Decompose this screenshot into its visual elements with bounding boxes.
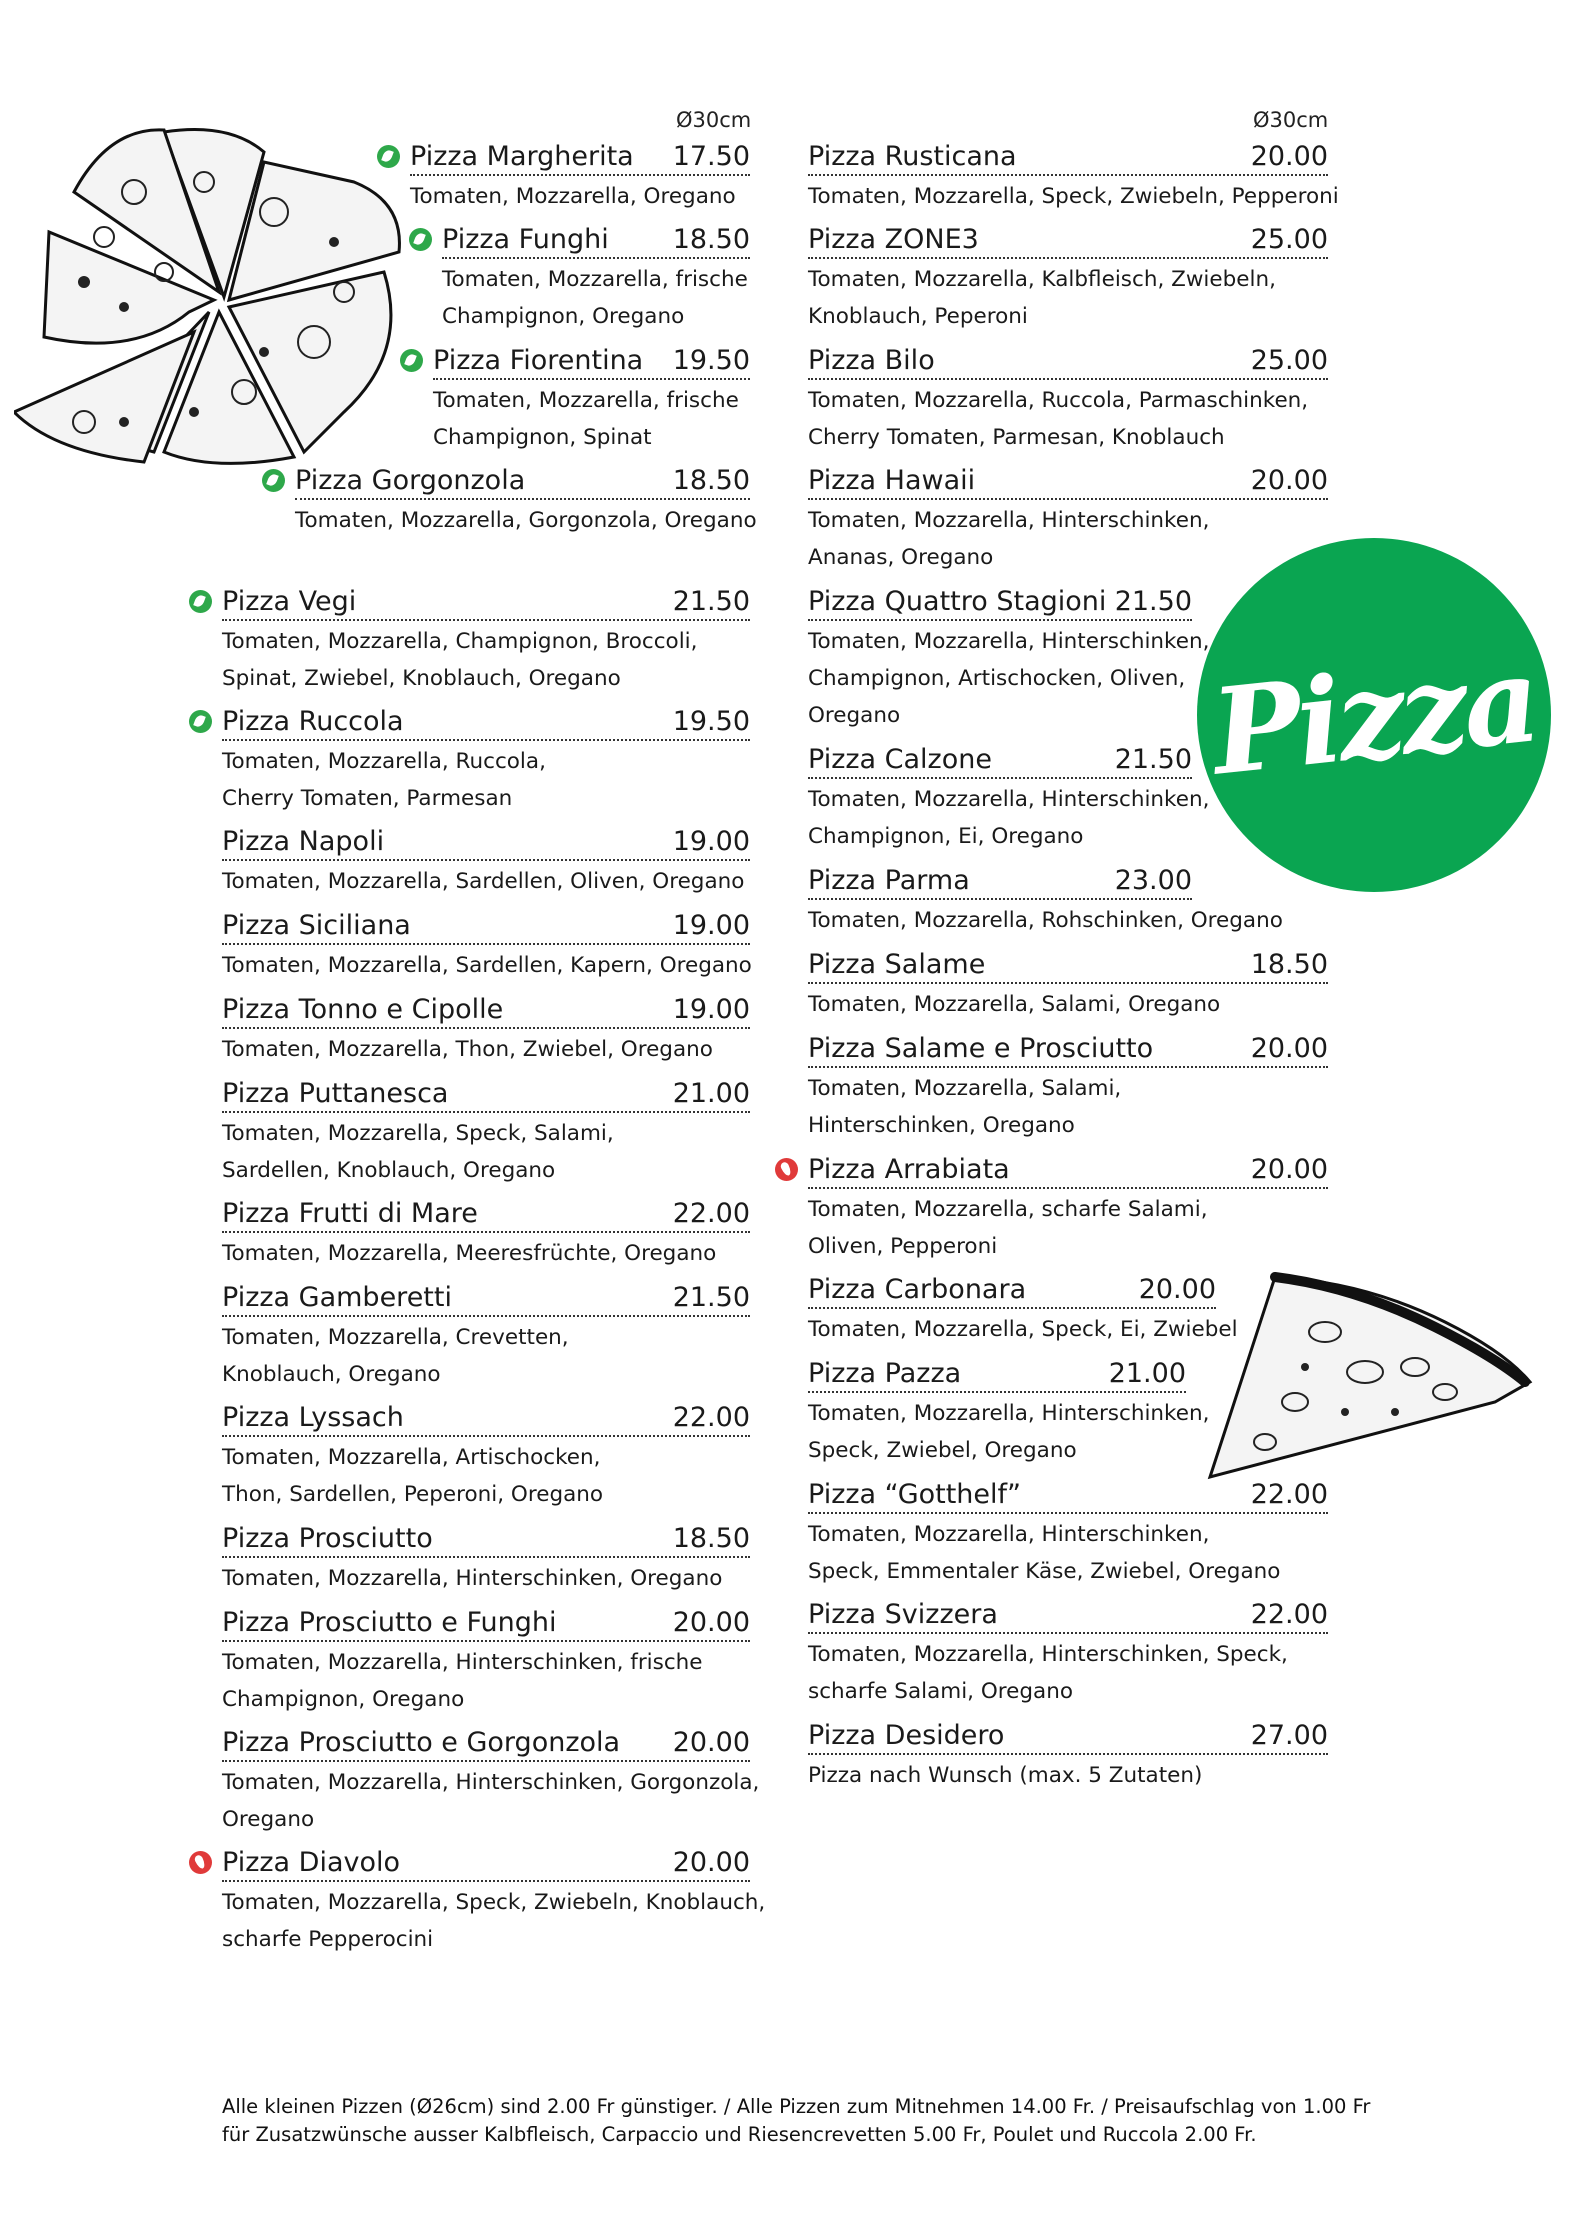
menu-item-name: Pizza Calzone xyxy=(808,744,992,775)
vegetarian-leaf-icon xyxy=(189,710,212,733)
menu-item-price: 18.50 xyxy=(1250,949,1328,980)
menu-item-heading xyxy=(808,1030,1328,1068)
menu-item-heading xyxy=(222,1195,750,1233)
ingredients-line: Tomaten, Mozzarella, Speck, Salami, xyxy=(222,1121,614,1146)
spicy-chili-icon xyxy=(189,1851,212,1874)
menu-item-heading xyxy=(808,862,1192,900)
menu-item-name: Pizza Salame e Prosciutto xyxy=(808,1033,1154,1064)
menu-item-heading xyxy=(222,1844,750,1882)
menu-item xyxy=(808,946,1328,1023)
menu-item-name: Pizza Rusticana xyxy=(808,141,1017,172)
menu-item xyxy=(442,221,750,335)
ingredients-line: Tomaten, Mozzarella, Champignon, Broccoli, xyxy=(222,629,698,654)
menu-item xyxy=(808,342,1328,456)
menu-item-price: 21.00 xyxy=(672,1078,750,1109)
menu-item xyxy=(222,907,750,984)
menu-item xyxy=(808,862,1283,939)
menu-item xyxy=(222,1279,750,1393)
menu-item xyxy=(808,1030,1328,1144)
ingredients-line: Tomaten, Mozzarella, Hinterschinken, Speck, xyxy=(808,1642,1288,1667)
ingredients-line: Knoblauch, Peperoni xyxy=(808,304,1028,329)
menu-item-name: Pizza Siciliana xyxy=(222,910,411,941)
ingredients-line: Tomaten, Mozzarella, Speck, Zwiebeln, Knoblauch, xyxy=(222,1890,766,1915)
menu-item-name: Pizza Lyssach xyxy=(222,1402,404,1433)
ingredients-line: Champignon, Oregano xyxy=(222,1687,465,1712)
ingredients-line: Pizza nach Wunsch (max. 5 Zutaten) xyxy=(808,1763,1203,1788)
menu-item xyxy=(808,1271,1238,1348)
menu-item-price: 19.50 xyxy=(672,345,750,376)
menu-item-price: 25.00 xyxy=(1250,224,1328,255)
menu-item-ingredients xyxy=(222,1319,750,1393)
ingredients-line: Tomaten, Mozzarella, Speck, Ei, Zwiebel xyxy=(808,1317,1238,1342)
menu-item-ingredients xyxy=(222,1884,766,1958)
menu-item-price: 19.50 xyxy=(672,706,750,737)
menu-item-heading xyxy=(222,1399,750,1437)
menu-item-heading xyxy=(442,221,750,259)
menu-item-name: Pizza Fiorentina xyxy=(433,345,644,376)
menu-item-heading xyxy=(808,1271,1216,1309)
menu-item-heading xyxy=(808,1476,1328,1514)
pizza-sketch-illustration xyxy=(14,122,404,472)
pizza-logo-text: Pizza xyxy=(1205,628,1543,802)
menu-item-ingredients xyxy=(222,1031,750,1068)
menu-item xyxy=(808,1476,1328,1590)
menu-item-price: 25.00 xyxy=(1250,345,1328,376)
menu-item-price: 17.50 xyxy=(672,141,750,172)
menu-item-name: Pizza Napoli xyxy=(222,826,385,857)
menu-item-name: Pizza Gorgonzola xyxy=(295,465,526,496)
ingredients-line: Tomaten, Mozzarella, frische xyxy=(433,388,739,413)
menu-item-name: Pizza Puttanesca xyxy=(222,1078,449,1109)
ingredients-line: Cherry Tomaten, Parmesan, Knoblauch xyxy=(808,425,1225,450)
menu-item-name: Pizza Tonno e Cipolle xyxy=(222,994,504,1025)
menu-item-ingredients xyxy=(222,623,750,697)
ingredients-line: Spinat, Zwiebel, Knoblauch, Oregano xyxy=(222,666,621,691)
menu-item-price: 19.00 xyxy=(672,826,750,857)
menu-item-heading xyxy=(222,1520,750,1558)
menu-item xyxy=(808,1355,1210,1469)
menu-item-heading xyxy=(808,1355,1186,1393)
menu-item-name: Pizza Prosciutto xyxy=(222,1523,433,1554)
menu-item-ingredients xyxy=(808,986,1328,1023)
menu-item-ingredients xyxy=(808,1191,1328,1265)
menu-item-heading xyxy=(808,462,1328,500)
ingredients-line: scharfe Pepperocini xyxy=(222,1927,434,1952)
ingredients-line: Tomaten, Mozzarella, Salami, xyxy=(808,1076,1122,1101)
pizza-slice-sketch-illustration xyxy=(1205,1272,1535,1482)
ingredients-line: Tomaten, Mozzarella, Rohschinken, Oregano xyxy=(808,908,1283,933)
ingredients-line: Oliven, Pepperoni xyxy=(808,1234,998,1259)
ingredients-line: Tomaten, Mozzarella, Speck, Zwiebeln, Pepperoni xyxy=(808,184,1339,209)
menu-item-heading xyxy=(433,342,750,380)
ingredients-line: Tomaten, Mozzarella, Salami, Oregano xyxy=(808,992,1221,1017)
menu-item xyxy=(222,583,750,697)
menu-item-ingredients xyxy=(222,743,750,817)
menu-item xyxy=(222,1724,760,1838)
ingredients-line: Tomaten, Mozzarella, Hinterschinken, xyxy=(808,1401,1210,1426)
menu-item xyxy=(222,823,750,900)
ingredients-line: Tomaten, Mozzarella, frische xyxy=(442,267,748,292)
ingredients-line: Tomaten, Mozzarella, Hinterschinken, xyxy=(808,508,1210,533)
vegetarian-leaf-icon xyxy=(262,469,285,492)
menu-item-price: 21.50 xyxy=(672,1282,750,1313)
menu-item-price: 18.50 xyxy=(672,465,750,496)
ingredients-line: Tomaten, Mozzarella, Kalbfleisch, Zwiebeln, xyxy=(808,267,1276,292)
menu-item-price: 18.50 xyxy=(672,224,750,255)
menu-item-price: 22.00 xyxy=(672,1402,750,1433)
menu-item-ingredients xyxy=(442,261,750,335)
ingredients-line: Tomaten, Mozzarella, Ruccola, xyxy=(222,749,546,774)
ingredients-line: Thon, Sardellen, Peperoni, Oregano xyxy=(222,1482,604,1507)
ingredients-line: Tomaten, Mozzarella, Hinterschinken, xyxy=(808,1522,1210,1547)
ingredients-line: Tomaten, Mozzarella, Oregano xyxy=(410,184,736,209)
menu-item-name: Pizza Diavolo xyxy=(222,1847,401,1878)
ingredients-line: Tomaten, Mozzarella, scharfe Salami, xyxy=(808,1197,1208,1222)
menu-item-ingredients xyxy=(222,1560,750,1597)
menu-item-ingredients xyxy=(808,623,1210,734)
ingredients-line: Speck, Emmentaler Käse, Zwiebel, Oregano xyxy=(808,1559,1281,1584)
menu-item-heading xyxy=(222,1279,750,1317)
menu-item xyxy=(808,221,1328,335)
menu-item-ingredients xyxy=(410,178,750,215)
menu-item-heading xyxy=(808,946,1328,984)
ingredients-line: Knoblauch, Oregano xyxy=(222,1362,441,1387)
menu-item-name: Pizza Bilo xyxy=(808,345,935,376)
menu-item-name: Pizza ZONE3 xyxy=(808,224,979,255)
menu-item xyxy=(295,462,757,539)
menu-item-price: 22.00 xyxy=(1250,1479,1328,1510)
menu-item xyxy=(808,1717,1328,1794)
menu-item xyxy=(222,1399,750,1513)
menu-item-ingredients xyxy=(808,1516,1328,1590)
menu-item xyxy=(222,1604,750,1718)
menu-item-heading xyxy=(808,342,1328,380)
menu-item-heading xyxy=(410,138,750,176)
ingredients-line: Champignon, Artischocken, Oliven, xyxy=(808,666,1186,691)
ingredients-line: Tomaten, Mozzarella, Hinterschinken, xyxy=(808,787,1210,812)
ingredients-line: Oregano xyxy=(222,1807,315,1832)
ingredients-line: Tomaten, Mozzarella, Artischocken, xyxy=(222,1445,601,1470)
menu-item-price: 20.00 xyxy=(672,1607,750,1638)
ingredients-line: Tomaten, Mozzarella, Ruccola, Parmaschinken, xyxy=(808,388,1309,413)
menu-item-price: 20.00 xyxy=(1138,1274,1216,1305)
ingredients-line: Tomaten, Mozzarella, Hinterschinken, Gorgonzola, xyxy=(222,1770,760,1795)
menu-item-name: Pizza Ruccola xyxy=(222,706,404,737)
size-label-right: Ø30cm xyxy=(1253,108,1329,132)
menu-item-ingredients xyxy=(808,1070,1328,1144)
menu-item-name: Pizza Hawaii xyxy=(808,465,976,496)
menu-item-price: 21.50 xyxy=(672,586,750,617)
menu-item xyxy=(808,1151,1328,1265)
size-label-left: Ø30cm xyxy=(676,108,752,132)
menu-item-price: 21.00 xyxy=(1108,1358,1186,1389)
ingredients-line: Tomaten, Mozzarella, Crevetten, xyxy=(222,1325,569,1350)
menu-item-heading xyxy=(808,221,1328,259)
menu-item-heading xyxy=(808,741,1192,779)
menu-item-name: Pizza “Gotthelf” xyxy=(808,1479,1022,1510)
menu-item-ingredients xyxy=(808,178,1339,215)
menu-item-name: Pizza Arrabiata xyxy=(808,1154,1010,1185)
menu-item-heading xyxy=(222,823,750,861)
menu-item-ingredients xyxy=(808,502,1328,576)
menu-item xyxy=(222,1075,750,1189)
vegetarian-leaf-icon xyxy=(377,145,400,168)
menu-item-heading xyxy=(295,462,750,500)
menu-item xyxy=(808,583,1210,734)
ingredients-line: Oregano xyxy=(808,703,901,728)
menu-item xyxy=(808,741,1210,855)
menu-item-ingredients xyxy=(808,382,1328,456)
menu-item-price: 20.00 xyxy=(1250,465,1328,496)
menu-item-heading xyxy=(222,907,750,945)
menu-item-price: 20.00 xyxy=(672,1727,750,1758)
menu-item-heading xyxy=(222,1604,750,1642)
menu-item-price: 20.00 xyxy=(1250,141,1328,172)
menu-item-ingredients xyxy=(222,1235,750,1272)
menu-item-ingredients xyxy=(808,902,1283,939)
menu-item-price: 27.00 xyxy=(1250,1720,1328,1751)
ingredients-line: Tomaten, Mozzarella, Hinterschinken, Oregano xyxy=(222,1566,723,1591)
menu-item-ingredients xyxy=(222,1764,760,1838)
menu-item-ingredients xyxy=(222,1644,750,1718)
menu-item xyxy=(410,138,750,215)
menu-item-name: Pizza Quattro Stagioni xyxy=(808,586,1107,617)
menu-item-price: 19.00 xyxy=(672,910,750,941)
menu-item xyxy=(222,991,750,1068)
menu-item-heading xyxy=(808,1151,1328,1189)
menu-item-name: Pizza Parma xyxy=(808,865,970,896)
ingredients-line: Tomaten, Mozzarella, Sardellen, Oliven, Oregano xyxy=(222,869,745,894)
menu-item-name: Pizza Pazza xyxy=(808,1358,962,1389)
menu-item-name: Pizza Gamberetti xyxy=(222,1282,452,1313)
ingredients-line: Tomaten, Mozzarella, Meeresfrüchte, Oregano xyxy=(222,1241,717,1266)
menu-item-ingredients xyxy=(808,1311,1238,1348)
footer-note xyxy=(222,2093,1370,2149)
menu-item-name: Pizza Margherita xyxy=(410,141,634,172)
menu-item-ingredients xyxy=(222,863,750,900)
menu-item-name: Pizza Carbonara xyxy=(808,1274,1027,1305)
menu-item-heading xyxy=(222,991,750,1029)
footer-line: für Zusatzwünsche ausser Kalbfleisch, Carpaccio und Riesencrevetten 5.00 Fr, Poulet und Ruccola 2.00 Fr. xyxy=(222,2123,1257,2146)
ingredients-line: Champignon, Oregano xyxy=(442,304,685,329)
menu-item-ingredients xyxy=(222,1439,750,1513)
menu-item-name: Pizza Desidero xyxy=(808,1720,1005,1751)
menu-item-heading xyxy=(222,1075,750,1113)
menu-item-name: Pizza Prosciutto e Gorgonzola xyxy=(222,1727,621,1758)
vegetarian-leaf-icon xyxy=(400,349,423,372)
menu-item-ingredients xyxy=(295,502,757,539)
menu-item xyxy=(222,1844,766,1958)
menu-item-name: Pizza Prosciutto e Funghi xyxy=(222,1607,557,1638)
menu-item-ingredients xyxy=(808,1757,1328,1794)
menu-item-price: 20.00 xyxy=(672,1847,750,1878)
spicy-chili-icon xyxy=(775,1158,798,1181)
menu-item-price: 20.00 xyxy=(1250,1154,1328,1185)
ingredients-line: Sardellen, Knoblauch, Oregano xyxy=(222,1158,556,1183)
menu-item-ingredients xyxy=(222,1115,750,1189)
menu-item-heading xyxy=(808,138,1328,176)
ingredients-line: Tomaten, Mozzarella, Hinterschinken, xyxy=(808,629,1210,654)
menu-item xyxy=(222,703,750,817)
vegetarian-leaf-icon xyxy=(189,590,212,613)
footer-line: Alle kleinen Pizzen (Ø26cm) sind 2.00 Fr günstiger. / Alle Pizzen zum Mitnehmen 14.00 Fr. / Preisaufschlag von 1.00 Fr xyxy=(222,2095,1371,2118)
menu-item-ingredients xyxy=(808,781,1210,855)
menu-item-price: 20.00 xyxy=(1250,1033,1328,1064)
ingredients-line: Speck, Zwiebel, Oregano xyxy=(808,1438,1077,1463)
menu-item-name: Pizza Funghi xyxy=(442,224,609,255)
menu-item-ingredients xyxy=(808,261,1328,335)
ingredients-line: Tomaten, Mozzarella, Thon, Zwiebel, Oregano xyxy=(222,1037,713,1062)
menu-item-price: 22.00 xyxy=(1250,1599,1328,1630)
menu-item-price: 19.00 xyxy=(672,994,750,1025)
ingredients-line: scharfe Salami, Oregano xyxy=(808,1679,1073,1704)
menu-item xyxy=(808,138,1339,215)
pizza-logo-badge xyxy=(1197,538,1551,892)
ingredients-line: Champignon, Ei, Oregano xyxy=(808,824,1084,849)
ingredients-line: Tomaten, Mozzarella, Gorgonzola, Oregano xyxy=(295,508,757,533)
menu-item-heading xyxy=(808,1596,1328,1634)
menu-item-heading xyxy=(222,703,750,741)
menu-item xyxy=(433,342,750,456)
menu-item-heading xyxy=(808,583,1192,621)
menu-item-heading xyxy=(808,1717,1328,1755)
menu-item-ingredients xyxy=(808,1395,1210,1469)
menu-item-ingredients xyxy=(433,382,750,456)
menu-item-name: Pizza Vegi xyxy=(222,586,357,617)
ingredients-line: Cherry Tomaten, Parmesan xyxy=(222,786,513,811)
ingredients-line: Champignon, Spinat xyxy=(433,425,652,450)
menu-item-name: Pizza Svizzera xyxy=(808,1599,998,1630)
menu-item-price: 21.50 xyxy=(1114,586,1192,617)
ingredients-line: Ananas, Oregano xyxy=(808,545,994,570)
ingredients-line: Tomaten, Mozzarella, Hinterschinken, frische xyxy=(222,1650,703,1675)
menu-item-ingredients xyxy=(808,1636,1328,1710)
menu-item xyxy=(222,1520,750,1597)
menu-item xyxy=(808,462,1328,576)
menu-item-heading xyxy=(222,1724,750,1762)
menu-item-name: Pizza Frutti di Mare xyxy=(222,1198,478,1229)
menu-item-heading xyxy=(222,583,750,621)
menu-item-price: 22.00 xyxy=(672,1198,750,1229)
ingredients-line: Hinterschinken, Oregano xyxy=(808,1113,1075,1138)
menu-item-price: 23.00 xyxy=(1114,865,1192,896)
vegetarian-leaf-icon xyxy=(409,228,432,251)
menu-item-name: Pizza Salame xyxy=(808,949,986,980)
ingredients-line: Tomaten, Mozzarella, Sardellen, Kapern, Oregano xyxy=(222,953,752,978)
menu-item-price: 21.50 xyxy=(1114,744,1192,775)
menu-item xyxy=(808,1596,1328,1710)
menu-item-price: 18.50 xyxy=(672,1523,750,1554)
menu-item xyxy=(222,1195,750,1272)
menu-item-ingredients xyxy=(222,947,750,984)
